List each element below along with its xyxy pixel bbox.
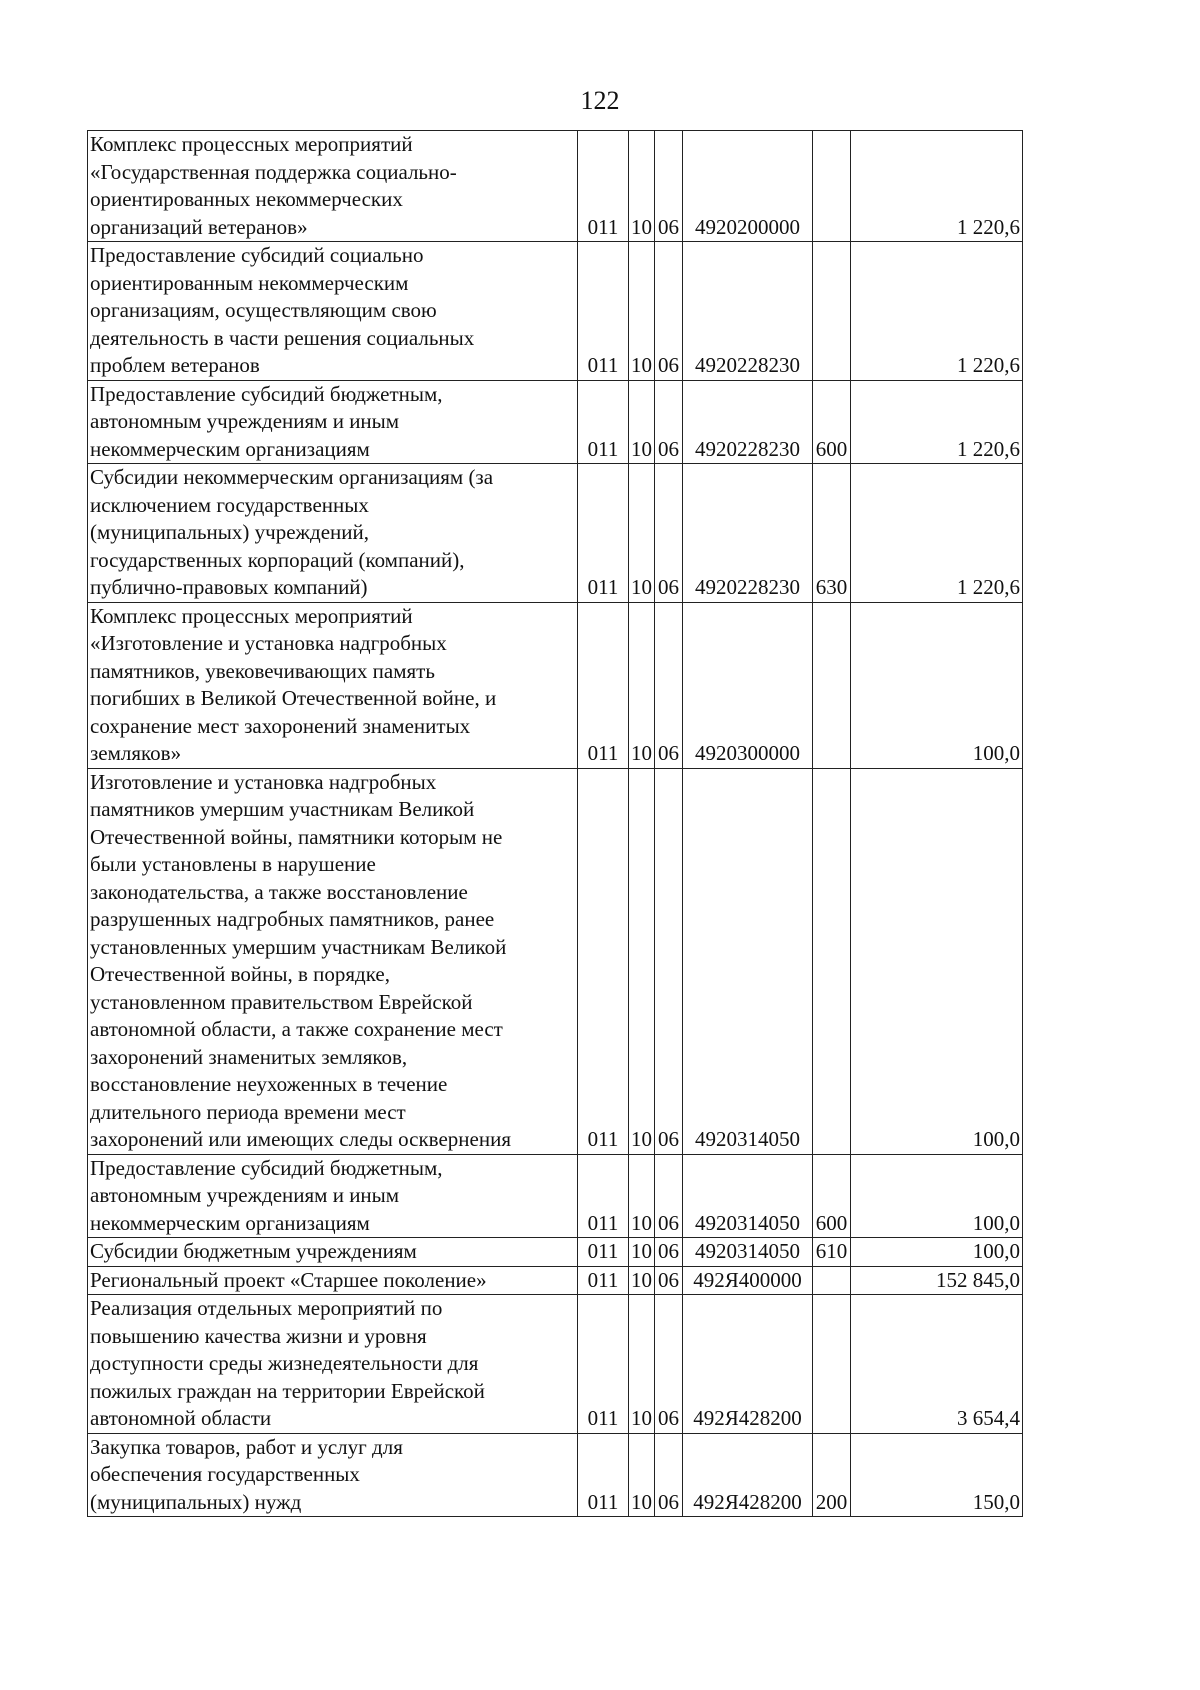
row-rz-code: 10 bbox=[629, 1266, 655, 1295]
row-sum: 1 220,6 bbox=[851, 380, 1023, 464]
row-sum: 150,0 bbox=[851, 1433, 1023, 1517]
row-cs-code: 4920228230 bbox=[683, 464, 813, 603]
row-name: Изготовление и установка надгробных памятников умершим участникам Великой Отечественной войны, памятники которым не были установлены в нарушение законодательства, а также восстановление разрушенных надгробных памятников, ранее установленных умершим участникам Великой Отечественной войны, в порядке, установленном правительством Еврейской автономной области, а также сохранение мест захоронений знаменитых земляков, восстановление неухоженных в течение длительного периода времени мест захоронений или имеющих следы осквернения bbox=[88, 768, 578, 1154]
row-rz-code: 10 bbox=[629, 380, 655, 464]
row-cs-code: 4920314050 bbox=[683, 768, 813, 1154]
row-cs-code: 4920200000 bbox=[683, 131, 813, 242]
row-cs-code: 492Я400000 bbox=[683, 1266, 813, 1295]
row-rz-code: 10 bbox=[629, 242, 655, 381]
row-name: Субсидии бюджетным учреждениям bbox=[88, 1238, 578, 1267]
row-sum: 100,0 bbox=[851, 768, 1023, 1154]
row-cs-code: 4920228230 bbox=[683, 380, 813, 464]
row-gr-code: 011 bbox=[578, 602, 629, 768]
row-gr-code: 011 bbox=[578, 1238, 629, 1267]
row-pr-code: 06 bbox=[655, 1238, 683, 1267]
row-vr-code bbox=[813, 131, 851, 242]
row-pr-code: 06 bbox=[655, 464, 683, 603]
row-gr-code: 011 bbox=[578, 1266, 629, 1295]
row-name: Предоставление субсидий бюджетным, автономным учреждениям и иным некоммерческим организациям bbox=[88, 1154, 578, 1238]
table-row bbox=[88, 1433, 1023, 1517]
row-cs-code: 492Я428200 bbox=[683, 1433, 813, 1517]
table-row bbox=[88, 1154, 1023, 1238]
page-number: 122 bbox=[580, 86, 620, 115]
row-gr-code: 011 bbox=[578, 380, 629, 464]
row-vr-code bbox=[813, 768, 851, 1154]
row-pr-code: 06 bbox=[655, 242, 683, 381]
row-name: Субсидии некоммерческим организациям (за исключением государственных (муниципальных) учреждений, государственных корпораций (компаний), публично-правовых компаний) bbox=[88, 464, 578, 603]
table-row bbox=[88, 464, 1023, 603]
row-pr-code: 06 bbox=[655, 602, 683, 768]
row-sum: 1 220,6 bbox=[851, 242, 1023, 381]
row-sum: 100,0 bbox=[851, 1238, 1023, 1267]
row-gr-code: 011 bbox=[578, 242, 629, 381]
row-name: Предоставление субсидий социально ориентированным некоммерческим организациям, осуществляющим свою деятельность в части решения социальных проблем ветеранов bbox=[88, 242, 578, 381]
row-cs-code: 4920314050 bbox=[683, 1154, 813, 1238]
row-name: Реализация отдельных мероприятий по повышению качества жизни и уровня доступности среды жизнедеятельности для пожилых граждан на территории Еврейской автономной области bbox=[88, 1295, 578, 1434]
table-row bbox=[88, 1266, 1023, 1295]
row-gr-code: 011 bbox=[578, 768, 629, 1154]
row-name: Предоставление субсидий бюджетным, автономным учреждениям и иным некоммерческим организациям bbox=[88, 380, 578, 464]
row-name: Региональный проект «Старшее поколение» bbox=[88, 1266, 578, 1295]
row-vr-code: 630 bbox=[813, 464, 851, 603]
row-vr-code: 600 bbox=[813, 380, 851, 464]
row-name: Комплекс процессных мероприятий «Государственная поддержка социально- ориентированных некоммерческих организаций ветеранов» bbox=[88, 131, 578, 242]
row-vr-code bbox=[813, 602, 851, 768]
row-pr-code: 06 bbox=[655, 1154, 683, 1238]
row-rz-code: 10 bbox=[629, 1238, 655, 1267]
table-row bbox=[88, 242, 1023, 381]
row-gr-code: 011 bbox=[578, 1154, 629, 1238]
table-row bbox=[88, 380, 1023, 464]
row-cs-code: 492Я428200 bbox=[683, 1295, 813, 1434]
row-vr-code: 600 bbox=[813, 1154, 851, 1238]
table-row bbox=[88, 1295, 1023, 1434]
row-pr-code: 06 bbox=[655, 1266, 683, 1295]
table-row bbox=[88, 1238, 1023, 1267]
row-gr-code: 011 bbox=[578, 1295, 629, 1434]
row-sum: 1 220,6 bbox=[851, 131, 1023, 242]
row-name: Закупка товаров, работ и услуг для обеспечения государственных (муниципальных) нужд bbox=[88, 1433, 578, 1517]
row-cs-code: 4920300000 bbox=[683, 602, 813, 768]
row-rz-code: 10 bbox=[629, 1295, 655, 1434]
row-pr-code: 06 bbox=[655, 1295, 683, 1434]
row-cs-code: 4920314050 bbox=[683, 1238, 813, 1267]
row-cs-code: 4920228230 bbox=[683, 242, 813, 381]
row-rz-code: 10 bbox=[629, 1433, 655, 1517]
table-row bbox=[88, 768, 1023, 1154]
row-rz-code: 10 bbox=[629, 131, 655, 242]
row-sum: 100,0 bbox=[851, 1154, 1023, 1238]
budget-table bbox=[87, 130, 1023, 1517]
row-vr-code: 200 bbox=[813, 1433, 851, 1517]
row-sum: 1 220,6 bbox=[851, 464, 1023, 603]
row-name: Комплекс процессных мероприятий «Изготовление и установка надгробных памятников, увековечивающих память погибших в Великой Отечественной войне, и сохранение мест захоронений знаменитых земляков» bbox=[88, 602, 578, 768]
row-sum: 152 845,0 bbox=[851, 1266, 1023, 1295]
row-gr-code: 011 bbox=[578, 464, 629, 603]
row-rz-code: 10 bbox=[629, 1154, 655, 1238]
row-gr-code: 011 bbox=[578, 131, 629, 242]
row-pr-code: 06 bbox=[655, 131, 683, 242]
row-pr-code: 06 bbox=[655, 768, 683, 1154]
row-vr-code bbox=[813, 242, 851, 381]
row-sum: 3 654,4 bbox=[851, 1295, 1023, 1434]
row-pr-code: 06 bbox=[655, 1433, 683, 1517]
row-rz-code: 10 bbox=[629, 768, 655, 1154]
row-vr-code: 610 bbox=[813, 1238, 851, 1267]
table-row bbox=[88, 131, 1023, 242]
table-row bbox=[88, 602, 1023, 768]
row-rz-code: 10 bbox=[629, 602, 655, 768]
row-pr-code: 06 bbox=[655, 380, 683, 464]
row-vr-code bbox=[813, 1266, 851, 1295]
row-rz-code: 10 bbox=[629, 464, 655, 603]
row-sum: 100,0 bbox=[851, 602, 1023, 768]
row-gr-code: 011 bbox=[578, 1433, 629, 1517]
budget-table-body bbox=[88, 131, 1023, 1517]
row-vr-code bbox=[813, 1295, 851, 1434]
